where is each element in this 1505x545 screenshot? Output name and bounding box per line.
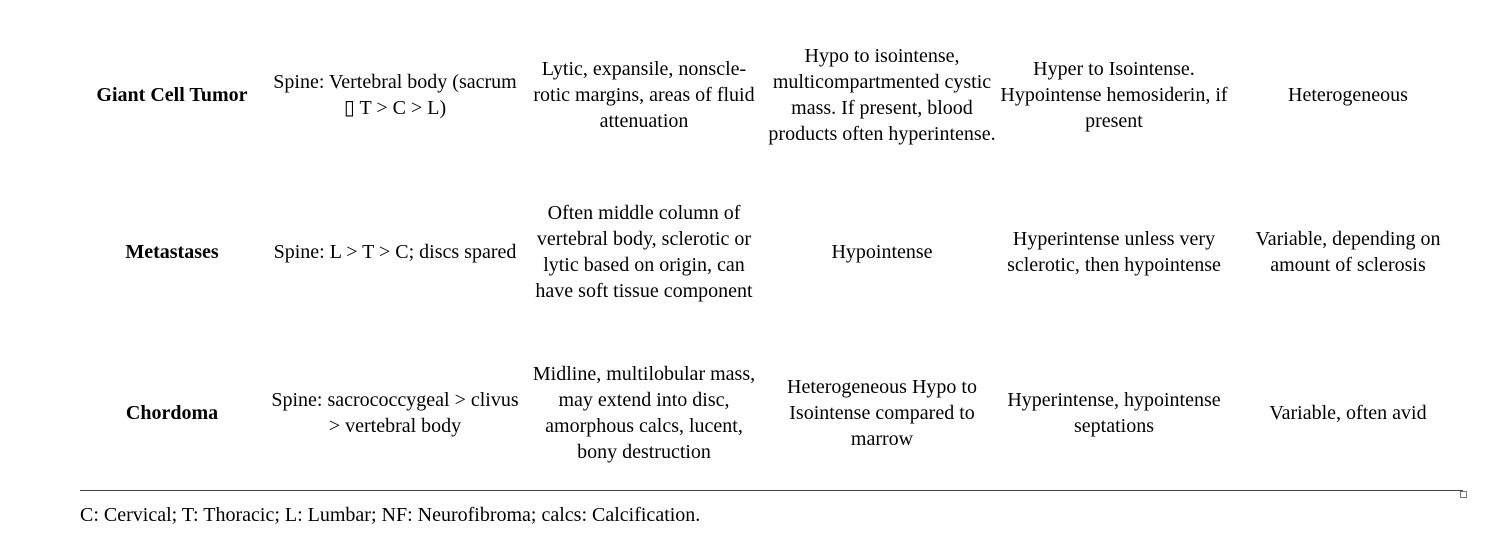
table-resize-handle[interactable] [1460,491,1467,498]
ct-findings-cell: Often middle column of vertebral body, sclerotic or lytic based on origin, can have soft tissue component [535,202,753,302]
tumor-name-cell: Chordoma [125,402,219,424]
location-cell: Spine: sacrococcygeal > clivus > vertebral body [271,389,519,437]
t2-signal-cell: Hyper to Isointense. Hypointense hemosiderin, if present [1000,57,1228,132]
tumor-comparison-table-container [76,22,1466,489]
enhancement-cell: Heterogeneous [1288,83,1408,106]
tumor-name-cell: Giant Cell Tumor [96,83,248,106]
t2-signal-cell: Hyperintense unless very sclerotic, then hypointense [1007,228,1221,276]
t1-signal-cell: Heterogeneous Hypo to Isointense compared to marrow [787,376,977,450]
location-cell: Spine: Vertebral body (sacrum ▯ T > C > L) [273,70,517,119]
t1-signal-cell: Hypo to isointense, multicompartmented cystic mass. If present, blood products often hyperintense. [768,44,996,145]
table-bottom-rule [80,490,1463,491]
table-row [76,22,1466,167]
ct-findings-cell: Lytic, expansile, nonscle-rotic margins, areas of fluid attenuation [533,57,755,132]
enhancement-cell: Variable, depending on amount of sclerosis [1255,228,1441,276]
tumor-comparison-table [76,22,1466,489]
enhancement-cell: Variable, often avid [1269,402,1427,424]
t2-signal-cell: Hyperintense, hypointense septations [1007,389,1221,437]
ct-findings-cell: Midline, multilobular mass, may extend into disc, amorphous calcs, lucent, bony destruction [532,363,756,463]
table-row [76,337,1466,489]
location-cell: Spine: L > T > C; discs spared [273,241,517,263]
table-row [76,167,1466,337]
tumor-name-cell: Metastases [125,241,219,263]
t1-signal-cell: Hypointense [831,241,933,263]
table-footnote: C: Cervical; T: Thoracic; L: Lumbar; NF: Neurofibroma; calcs: Calcification. [80,504,701,526]
